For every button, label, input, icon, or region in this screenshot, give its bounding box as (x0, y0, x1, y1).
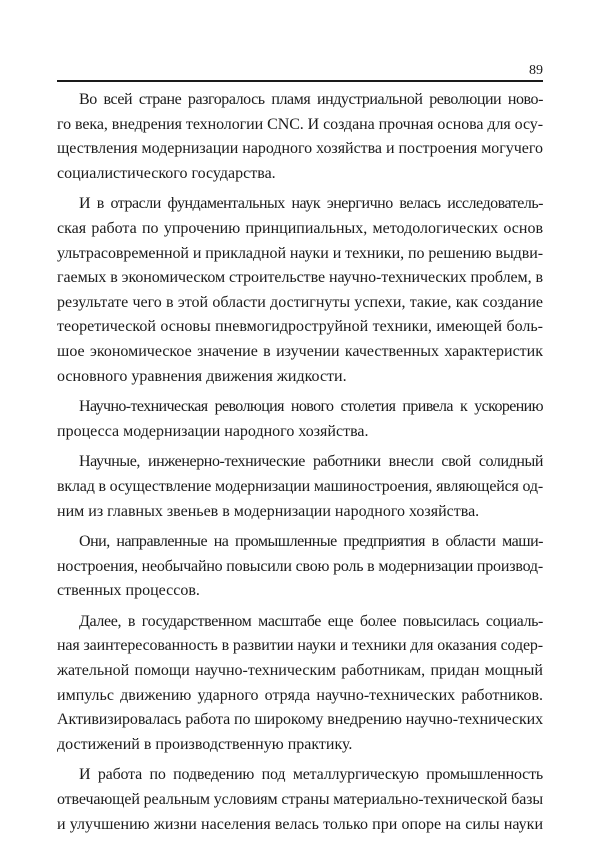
text-line: го века, внедрения технологии CNC. И создана прочная основа для осу- (57, 115, 543, 133)
header-rule (57, 80, 543, 82)
paragraph (57, 88, 543, 186)
text-line: отвечающей реальным условиям страны материально-технической базы (57, 791, 544, 809)
paragraph (57, 395, 543, 444)
paragraph (57, 763, 543, 837)
text-line: ная заинтересованность в развитии науки и техники для оказания содер- (57, 637, 543, 655)
text-line: ностроения, необычайно повысили свою роль в модернизации производ- (57, 557, 543, 575)
text-line: Научно-техническая революция нового столетия привела к ускорению (79, 398, 543, 416)
text-line: гаемых в экономическом строительстве научно-технических проблем, в (57, 269, 543, 287)
text-line: основного уравнения движения жидкости. (57, 367, 347, 385)
text-line: шое экономическое значение в изучении качественных характеристик (57, 342, 543, 360)
text-line: Далее, в государственном масштабе еще более повысилась социаль- (79, 612, 543, 630)
text-line: и улучшению жизни населения велась только при опоре на силы науки (57, 815, 543, 833)
paragraph (57, 610, 543, 758)
text-line: социалистического государства. (57, 164, 276, 182)
page-number: 89 (529, 63, 543, 78)
text-line: вклад в осуществление модернизации машиностроения, являющейся од- (57, 477, 544, 495)
text-line: ственных процессов. (57, 582, 200, 600)
paragraph (57, 450, 543, 524)
text-line: И работа по подведению под металлургическую промышленность (79, 766, 543, 784)
text-line: И в отрасли фундаментальных наук энергично велась исследователь- (79, 195, 543, 213)
text-line: процесса модернизации народного хозяйства. (57, 422, 369, 440)
text-line: Научные, инженерно-технические работники внесли свой солидный (79, 453, 543, 471)
text-line: ская работа по упрочению принципиальных, методологических основ (57, 219, 543, 237)
text-line: достижений в производственную практику. (57, 735, 353, 753)
text-line: Они, направленные на промышленные предприятия в области маши- (79, 533, 543, 551)
text-line: жательной помощи научно-техническим работникам, придан мощный (57, 662, 543, 680)
text-line: Активизировалась работа по широкому внедрению научно-технических (57, 711, 544, 729)
text-line: импульс движению ударного отряда научно-технических работников. (57, 686, 543, 704)
text-line: ним из главных звеньев в модернизации народного хозяйства. (57, 502, 480, 520)
text-line: результате чего в этой области достигнуты успехи, такие, как создание (57, 293, 543, 311)
paragraph (57, 530, 543, 604)
paragraph (57, 192, 543, 389)
text-line: теоретической основы пневмогидроструйной техники, имеющей боль- (57, 318, 543, 336)
text-line: Во всей стране разгоралось пламя индустриальной революции ново- (79, 91, 543, 108)
text-line: ультрасовременной и прикладной науки и техники, по решению выдви- (57, 244, 543, 262)
text-line: ществления модернизации народного хозяйства и построения могучего (57, 140, 543, 158)
text-body (57, 88, 543, 843)
